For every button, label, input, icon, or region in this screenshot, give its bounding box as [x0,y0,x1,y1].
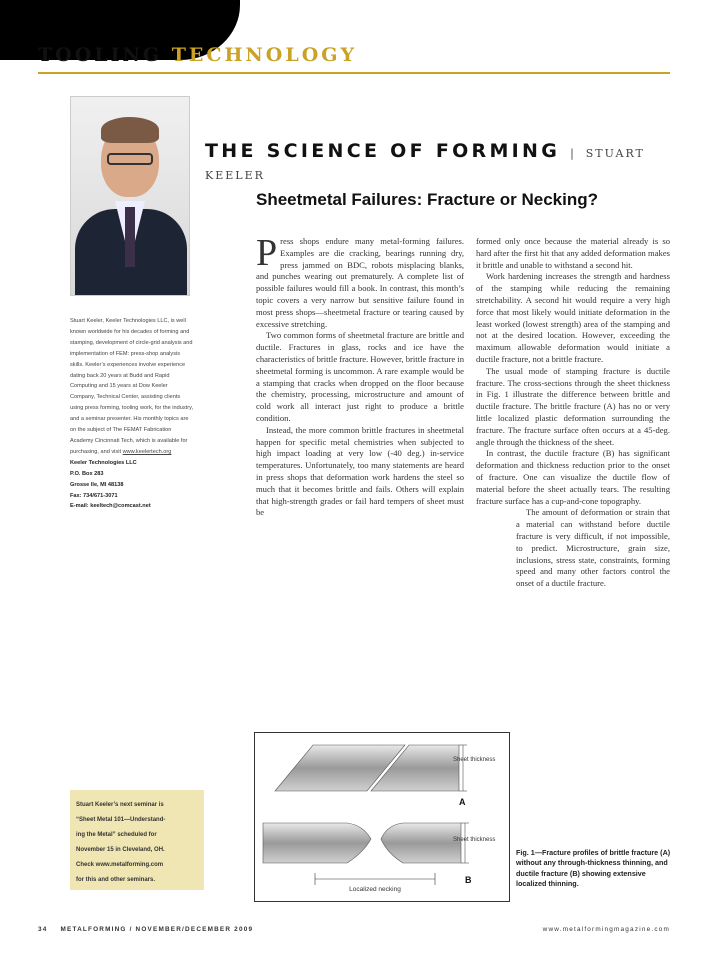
seminar-promo-box [70,790,204,890]
necking-label: Localized necking [349,886,401,893]
section-word-tooling: TOOLING [38,44,163,66]
article-title: Sheetmetal Failures: Fracture or Necking? [256,190,598,209]
section-header [38,44,357,66]
header-rule [38,72,670,74]
author-photo [70,96,190,296]
bio-fax: Fax: 734/671-3071 [70,492,118,499]
author-bio [70,316,194,512]
promo-line: Stuart Keeler’s next seminar is [76,802,164,808]
promo-line: November 15 in Cleveland, OH. [76,847,165,853]
label-b: B [465,875,472,885]
paragraph: Press shops endure many metal-forming failures. Examples are die cracking, bearings running dry, press jammed on BDC, robots misplacing blanks, and punches wearing out prematurely. A complete list of possible failures would fill a book. In contrast, this month’s topic covers a very narrow but sensitive failure found in most press shops—sheetmetal fracture or tearing caused by excessive stretching. [256,232,464,329]
publication-name: METALFORMING / NOVEMBER/DECEMBER 2009 [60,926,254,933]
ductile-piece-left [263,823,371,863]
bio-text: Stuart Keeler, Keeler Technologies LLC, is well known worldwide for his decades of forming and stamping, development of circle-grid analysis and implementation of FEM: press-shop analysis skills. Keeler’s experiences involve experience dating back 20 years at Budd and Rapid Computing and 15 years at Dow Keeler Company, Technical Center, assisting clients using press forming, tooling work, for the industry, and a seminar presenter. His monthly topics are on the subject of The FEMAT Fabrication Academy Cincinnati Tech, which is available for purchasing, and visit [70,318,194,455]
promo-line: “Sheet Metal 101—Understand- [76,817,166,823]
paragraph: Two common forms of sheetmetal fracture are brittle and ductile. Fractures in glass, rocks and ice have the characteristics of brittle fracture. However, brittle fracture in sheetmetal forming is uncommon. A rare example would be a stamping that cracks when dropped on the floor because the chemistry, processing, microstructure and amount of cold work all interact just right to produce a brittle condition. [256,330,464,423]
article-column-2 [476,236,670,590]
bio-email[interactable]: E-mail: keeltech@comcast.net [70,503,151,510]
fracture-figure [254,732,510,902]
paragraph: Work hardening increases the strength and hardness of the stamping while reducing the remaining stretchability. A second hit would require a very high force that most likely would initiate deformation in the least worked (lowest strength) area of the stamping and not at the desired location. However, exceeding the maximum allowable deformation would initiate a ductile fracture, not a brittle fracture. [476,271,670,364]
figure-caption: Fig. 1—Fracture profiles of brittle fracture (A) without any through-thickness thinning, and ductile fracture (B) showing extensive localized thinning. [516,848,671,889]
thickness-label-a: Sheet thickness [453,757,496,763]
promo-line: for this and other seminars. [76,877,156,883]
bio-website-link[interactable]: www.keelertech.org [122,448,172,455]
bio-po-box: P.O. Box 283 [70,470,104,477]
column-author: STUART KEELER [205,147,645,182]
article-column-1 [256,232,464,519]
section-word-technology: TECHNOLOGY [171,44,358,66]
paragraph: The usual mode of stamping fracture is ductile fracture. The cross-sections through the sheet thickness in Fig. 1 illustrate the difference between brittle and ductile fracture. The brittle fracture (A) has no or very little localized plastic deformation surrounding the fracture. The fracture surface often occurs at a 45-deg. angle through the thickness of the sheet. [476,365,670,447]
publication-url[interactable]: www.metalformingmagazine.com [542,926,670,933]
promo-link[interactable]: Check www.metalforming.com [76,862,164,868]
bio-company: Keeler Technologies LLC [70,459,137,466]
paragraph: Instead, the more common brittle fractures in sheetmetal happen for specific metal chemistries when subjected to high impact loading at very low (-40 deg.) in-service temperatures. Unfortunately, too many statements are heard in press shops that deformation work hardens the steel so much that it becomes brittle and fails. Others will explain that high-strength grades or fail hard tempers of sheet must be [256,424,464,518]
paragraph: formed only once because the material already is so hard after the first hit that any added deformation makes it brittle and unable to withstand a second hit. [476,236,670,270]
paragraph: In contrast, the ductile fracture (B) has significant deformation and thickness reduction prior to the onset of fracture. One can visualize the ductile flow of material before the sheet actually tears. The resulting fracture surface has a cup-and-cone topography. [476,448,670,506]
ductile-piece-right [381,823,461,863]
drop-cap: P [256,232,278,274]
column-title [205,140,704,184]
page-number: 34 [38,926,48,933]
label-a: A [459,797,466,807]
column-separator: | [570,147,576,160]
paragraph: The amount of deformation or strain that a material can withstand before ductile fracture is very difficult, if not impossible, to predict. Microstructure, grain size, inclusions, stress state, constraints, forming speed and many other factors control the onset of a ductile fracture. [516,507,670,589]
fracture-diagram [255,733,511,903]
promo-line: ing the Metal” scheduled for [76,832,157,838]
page-footer [38,926,670,933]
thickness-label-b: Sheet thickness [453,837,496,843]
column-name: THE SCIENCE OF FORMING [205,140,561,162]
bio-city: Grosse Ile, MI 48138 [70,481,124,488]
